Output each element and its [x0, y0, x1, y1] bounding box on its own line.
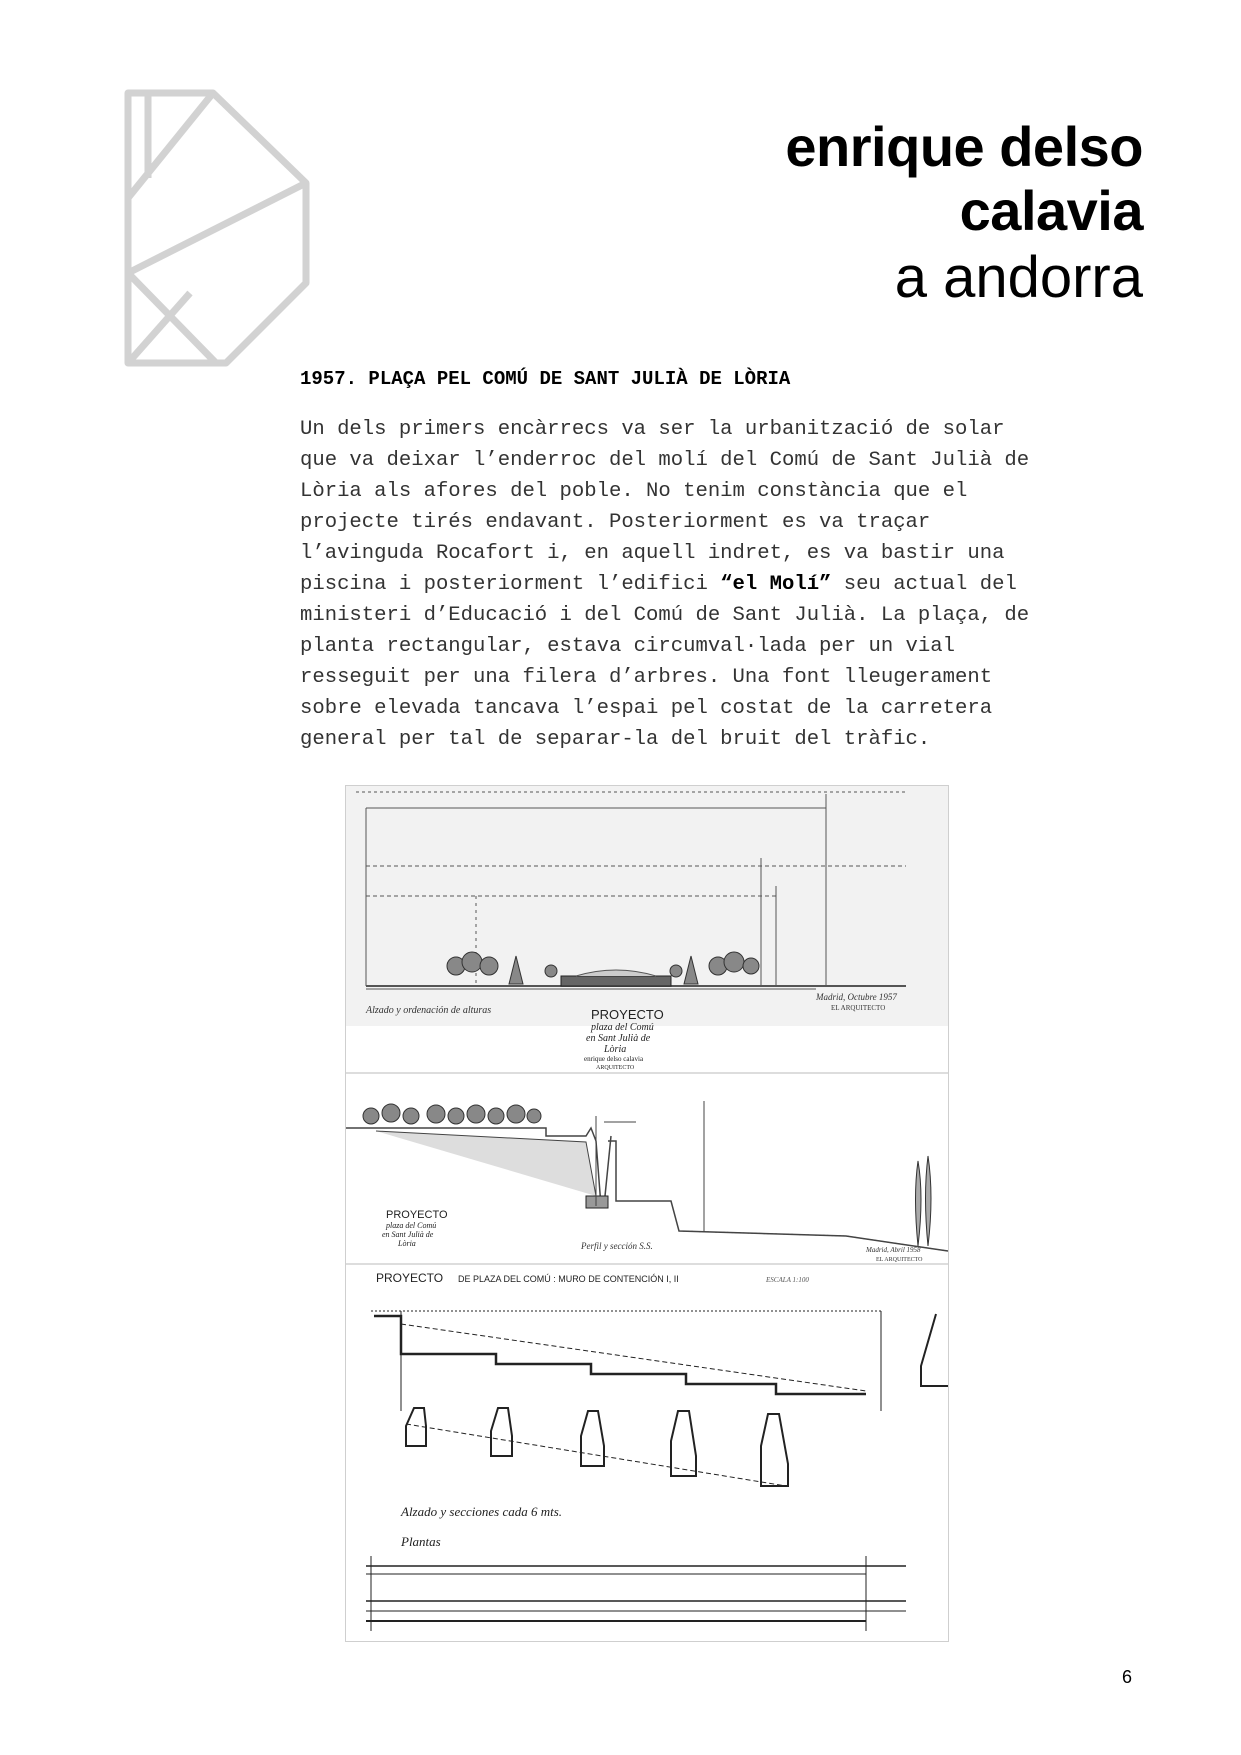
publication-title: [785, 115, 1143, 313]
paragraph-line: sobre elevada tancava l’espai pel costat de la carretera: [300, 697, 993, 720]
panel3-plans: Plantas: [401, 1534, 441, 1549]
stamp-line: en Sant Julià de: [382, 1230, 434, 1239]
panel-section: [346, 1101, 948, 1263]
panel1-caption: Alzado y ordenación de alturas: [366, 1005, 492, 1016]
paragraph-line: projecte tirés endavant. Posteriorment es va traçar: [300, 511, 931, 534]
section-heading: 1957. PLAÇA PEL COMÚ DE SANT JULIÀ DE LÒRIA: [300, 368, 791, 390]
panel2-date: Madrid, Abril 1958: [866, 1246, 921, 1254]
panel3-scale: ESCALA 1:100: [766, 1276, 809, 1284]
architectural-drawings: [345, 785, 949, 1642]
stamp-title: PROYECTO: [591, 1007, 664, 1022]
paragraph-line: [300, 569, 1150, 600]
line-text: piscina i posteriorment l’edifici: [300, 573, 721, 596]
stamp-role: ARQUITECTO: [596, 1065, 635, 1071]
panel3-caption: Alzado y secciones cada 6 mts.: [401, 1504, 563, 1519]
panel1-date: Madrid, Octubre 1957: [816, 992, 897, 1002]
title-line-3: a andorra: [894, 245, 1143, 310]
page-number: 6: [1122, 1667, 1133, 1687]
building-name: “el Molí”: [720, 573, 832, 596]
panel3-title-b: DE PLAZA DEL COMÚ : MURO DE CONTENCIÓN I, II: [458, 1274, 679, 1284]
paragraph-line: Lòria als afores del poble. No tenim constància que el: [300, 480, 968, 503]
stamp-line: Lòria: [604, 1044, 627, 1055]
panel3-title-a: PROYECTO: [376, 1271, 444, 1285]
title-line-1: enrique delso: [785, 115, 1143, 178]
panel2-caption: Perfil y sección S.S.: [581, 1241, 653, 1251]
paragraph-line: resseguit per una filera d’arbres. Una font lleugerament: [300, 666, 993, 689]
stamp-line: en Sant Julià de: [586, 1033, 651, 1044]
line-text: seu actual del: [831, 573, 1017, 596]
paragraph-line: general per tal de separar-la del bruit del tràfic.: [300, 728, 931, 751]
paragraph-line: que va deixar l’enderroc del molí del Comú de Sant Julià de: [300, 449, 1030, 472]
panel1-stamp: [584, 1007, 664, 1071]
stamp-line: Lòria: [398, 1239, 416, 1248]
paragraph-line: Un dels primers encàrrecs va ser la urbanització de solar: [300, 418, 1005, 441]
stamp-title: PROYECTO: [386, 1209, 448, 1221]
stamp-line: plaza del Comú: [386, 1221, 437, 1230]
panel-elevation: [346, 786, 948, 1026]
panel2-signature: EL ARQUITECTO: [876, 1257, 923, 1263]
stamp-line: plaza del Comú: [591, 1022, 654, 1033]
stamp-author: enrique delso calavia: [584, 1055, 644, 1063]
panel1-signature: EL ARQUITECTO: [831, 1004, 886, 1012]
panel2-stamp: [382, 1209, 448, 1248]
paragraph-line: ministeri d’Educació i del Comú de Sant Julià. La plaça, de: [300, 604, 1030, 627]
paragraph-line: planta rectangular, estava circumval·lada per un vial: [300, 635, 955, 658]
logo: [118, 88, 318, 368]
paragraph-line: l’avinguda Rocafort i, en aquell indret, es va bastir una: [300, 542, 1005, 565]
title-line-2: calavia: [959, 179, 1143, 242]
body-paragraph: [300, 414, 1150, 755]
panel-retaining-wall: [376, 1271, 809, 1285]
